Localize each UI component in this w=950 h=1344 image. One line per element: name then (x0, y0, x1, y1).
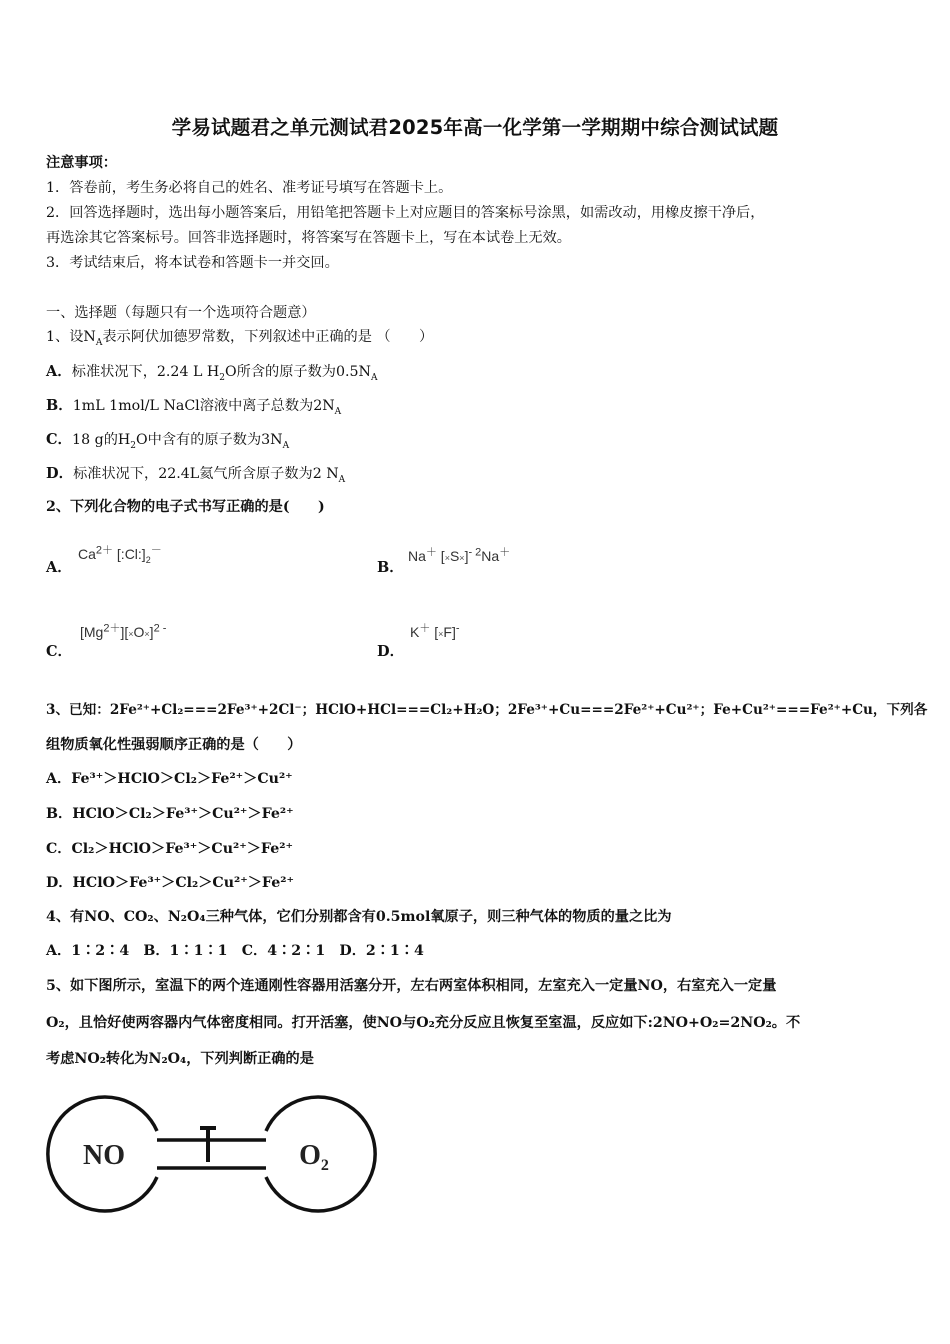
right-gas-label: $O_2$ (299, 1140, 329, 1174)
notice-item: 3．考试结束后，将本试卷和答题卡一并交回。 (46, 255, 339, 271)
q1-option-d: D．标准状况下，22.4L氦气所含原子数为2 $N_A$ (46, 465, 346, 485)
q1-option-c: C．18 g的$H_2O$中含有的原子数为$3N_A$ (46, 431, 290, 451)
q1-stem: 1、设$N_A$表示阿伏加德罗常数，下列叙述中正确的是 （ ） (46, 329, 434, 348)
q2-stem: 2、下列化合物的电子式书写正确的是( ) (46, 499, 325, 515)
q2-option-c-formula: $[Mg^{2+}][\times O\times]^{2 -}$ (80, 622, 167, 640)
notice-heading: 注意事项： (46, 155, 117, 171)
q4-stem: 4、有NO、CO₂、N₂O₄三种气体，它们分别都含有0.5mol氧原子，则三种气体的物质的量之比为 (46, 909, 672, 925)
q3-stem-line1: 3、已知：2Fe²⁺+Cl₂===2Fe³⁺+2Cl⁻；HClO+HCl===Cl₂+H₂O；2Fe³⁺+Cu===2Fe²⁺+Cu²⁺；Fe+Cu²⁺===Fe²⁺+Cu，下列各 (46, 702, 928, 718)
q3-option-c: C．Cl₂＞HClO＞Fe³⁺＞Cu²⁺＞Fe²⁺ (46, 841, 293, 857)
q4-options: A．1∶2∶4 B．1∶1∶1 C．4∶2∶1 D．2∶1∶4 (46, 943, 424, 959)
q2-option-d-label: D． (377, 643, 405, 660)
q2-option-d-formula: K＋ [×F]- (410, 622, 460, 640)
q5-stem-line3: 考虑NO₂转化为N₂O₄，下列判断正确的是 (46, 1051, 314, 1067)
q3-option-a: A．Fe³⁺＞HClO＞Cl₂＞Fe²⁺＞Cu²⁺ (46, 771, 293, 787)
q2-option-b-formula: Na＋ $[\times S\times]^{- 2}Na^+$ (408, 546, 511, 564)
q5-stem-line2: O₂，且恰好使两容器内气体密度相同。打开活塞，使NO与O₂充分反应且恢复至室温，反应如下:2NO+O₂=2NO₂。不 (46, 1015, 801, 1031)
q5-stem-line1: 5、如下图所示，室温下的两个连通刚性容器用活塞分开，左右两室体积相同，左室充入一定量NO，右室充入一定量 (46, 978, 777, 994)
notice-item: 2．回答选择题时，选出每小题答案后，用铅笔把答题卡上对应题目的答案标号涂黑，如需改动，用橡皮擦干净后， (46, 205, 765, 221)
q1-option-b: B．1mL 1mol/L NaCl溶液中离子总数为$2N_A$ (46, 397, 342, 417)
q2-option-b-label: B． (377, 559, 404, 576)
q1-option-a: A．标准状况下，2.24 L $H_2O$所含的原子数为$0.5N_A$ (46, 363, 378, 383)
q3-option-b: B．HClO＞Cl₂＞Fe³⁺＞Cu²⁺＞Fe²⁺ (46, 806, 294, 822)
notice-item: 再选涂其它答案标号。回答非选择题时，将答案写在答题卡上，写在本试卷上无效。 (46, 230, 571, 246)
q2-option-a-formula: $Ca^{2+}$ $[:Cl:]_2^-$ (78, 544, 162, 565)
q5-container-diagram (44, 1088, 384, 1218)
notice-item: 1．答卷前，考生务必将自己的姓名、准考证号填写在答题卡上。 (46, 180, 453, 196)
q3-stem-line2: 组物质氧化性强弱顺序正确的是（ ） (46, 737, 302, 753)
page-title: 学易试题君之单元测试君2025年高一化学第一学期期中综合测试试题 (171, 116, 779, 139)
q3-option-d: D．HClO＞Fe³⁺＞Cl₂＞Cu²⁺＞Fe²⁺ (46, 875, 294, 891)
left-gas-label: NO (83, 1140, 125, 1171)
q2-option-a-label: A． (46, 559, 72, 576)
q2-option-c-label: C． (46, 643, 73, 660)
section-heading: 一、选择题（每题只有一个选项符合题意） (46, 305, 316, 321)
